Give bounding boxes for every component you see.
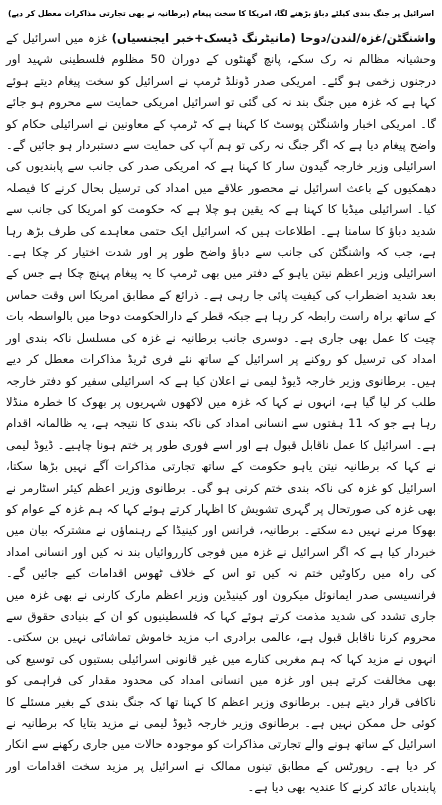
news-clipping xyxy=(4,2,438,803)
article-text: غزہ میں اسرائیل کے وحشیانہ مظالم نہ رک سکے، پانچ گھنٹوں کے دوران 50 مظلوم فلسطینی شہید اور درجنوں زخمی ہو گئے۔ امریکی صدر ڈونلڈ ٹرمپ نے اسرائیل کو سخت پیغام دیتے ہوئے کہا ہے کہ غزہ میں جنگ بند نہ کی گئی تو اسرائیل امریکی حمایت سے محروم ہو جائے گا۔ امریکی اخبار واشنگٹن پوسٹ کا کہنا ہے کہ ٹرمپ کے معاونین نے اسرائیلی حکام کو واضح پیغام دیا ہے کہ اگر جنگ نہ رکی تو ہم آپ کی حمایت سے دستبردار ہو جائیں گے۔ اسرائیلی وزیر خارجہ گیدون سار کا کہنا ہے کہ امریکی صدر کی جانب سے پابندیوں کی دھمکیوں کے باعث اسرائیل نے محصور علاقے میں امداد کی ترسیل بحال کرنے کا فیصلہ کیا۔ اسرائیلی میڈیا کا کہنا ہے کہ یقین ہو چلا ہے کہ حکومت کو امریکا کی جانب سے شدید دباؤ کا سامنا ہے۔ اطلاعات ہیں کہ اسرائیل ایک حتمی معاہدے کی طرف بڑھ رہا ہے، جب کہ واشنگٹن کی جانب سے دباؤ واضح طور پر اور شدت اختیار کر چکا ہے۔ اسرائیلی وزیر اعظم نیتن یاہو کے دفتر میں بھی ٹرمپ کا یہ پیغام پہنچ چکا ہے جس کے بعد شدید اضطراب کی کیفیت پائی جا رہی ہے۔ ذرائع کے مطابق امریکا اس وقت حماس کے ساتھ براہ راست رابطہ کر رہا ہے جبکہ قطر کے دارالحکومت دوحا میں بالواسطہ بات چیت کا عمل بھی جاری ہے۔ دوسری جانب برطانیہ نے غزہ کی مسلسل ناکہ بندی اور امداد کی ترسیل کو روکنے پر اسرائیل کے ساتھ نئے فری ٹریڈ مذاکرات معطل کر دیے ہیں۔ برطانوی وزیر خارجہ ڈیوڈ لیمی نے اعلان کیا ہے کہ اسرائیلی سفیر کو دفتر خارجہ طلب کر لیا گیا ہے، انہوں نے کہا کہ غزہ میں لاکھوں شہریوں پر بھوک کا خطرہ منڈلا رہا ہے جو کہ 11 ہفتوں سے انسانی امداد کی ناکہ بندی کا نتیجہ ہے، یہ ظالمانہ اقدام ہے۔ اسرائیل کا عمل ناقابل قبول ہے اور اسے فوری طور پر ختم ہونا چاہیے۔ ڈیوڈ لیمی نے کہا کہ برطانیہ نیتن یاہو حکومت کے ساتھ تجارتی مذاکرات آگے نہیں بڑھا سکتا، اسرائیل کو غزہ کی ناکہ بندی ختم کرنی ہو گی۔ برطانوی وزیر اعظم کیئر اسٹارمر نے بھی غزہ کی صورتحال پر گہری تشویش کا اظہار کرتے ہوئے کہا کہ ہم غزہ کے عوام کو بھوکا مرنے نہیں دے سکتے۔ برطانیہ، فرانس اور کینیڈا کے رہنماؤں نے مشترکہ بیان میں خبردار کیا ہے کہ اگر اسرائیل نے غزہ میں فوجی کارروائیاں بند نہ کیں اور انسانی امداد کی راہ میں رکاوٹیں ختم نہ کیں تو اس کے خلاف ٹھوس اقدامات کیے جائیں گے۔ فرانسیسی صدر ایمانوئل میکرون اور کینیڈین وزیر اعظم مارک کارنی نے بھی غزہ میں جاری تشدد کی شدید مذمت کرتے ہوئے کہا کہ فلسطینیوں کو ان کے بنیادی حقوق سے محروم کرنا ناقابل قبول ہے، عالمی برادری اب مزید خاموش تماشائی نہیں بن سکتی۔ انہوں نے مزید کہا کہ ہم مغربی کنارے میں غیر قانونی اسرائیلی بستیوں کی توسیع کی بھی مخالفت کرتے ہیں اور غزہ میں انسانی امداد کی محدود مقدار کی فراہمی کو ناکافی قرار دیتے ہیں۔ برطانوی وزیر اعظم کا کہنا تھا کہ جنگ بندی کے بغیر مسئلے کا کوئی حل ممکن نہیں ہے۔ برطانوی وزیر خارجہ ڈیوڈ لیمی نے مزید بتایا کہ برطانیہ نے اسرائیل کے ساتھ ہونے والے تجارتی مذاکرات کو موجودہ حالات میں جاری رکھنے سے انکار کر دیا ہے۔ رپورٹس کے مطابق تینوں ممالک نے اسرائیل پر مزید سخت اقدامات اور پابندیاں عائد کرنے کا عندیہ بھی دیا ہے۔ xyxy=(6,31,436,795)
dateline: واشنگٹن/غزہ/لندن/دوحا (مانیٹرنگ ڈیسک+خبر ایجنسیاں) xyxy=(111,31,436,45)
article-body xyxy=(4,28,438,799)
headline: اسرائیل پر جنگ بندی کیلئے دباؤ بڑھنے لگا، امریکا کا سخت پیغام (برطانیہ نے بھی تجارتی مذاکرات معطل کر دیے) xyxy=(7,9,435,18)
article-paragraph xyxy=(6,28,436,799)
